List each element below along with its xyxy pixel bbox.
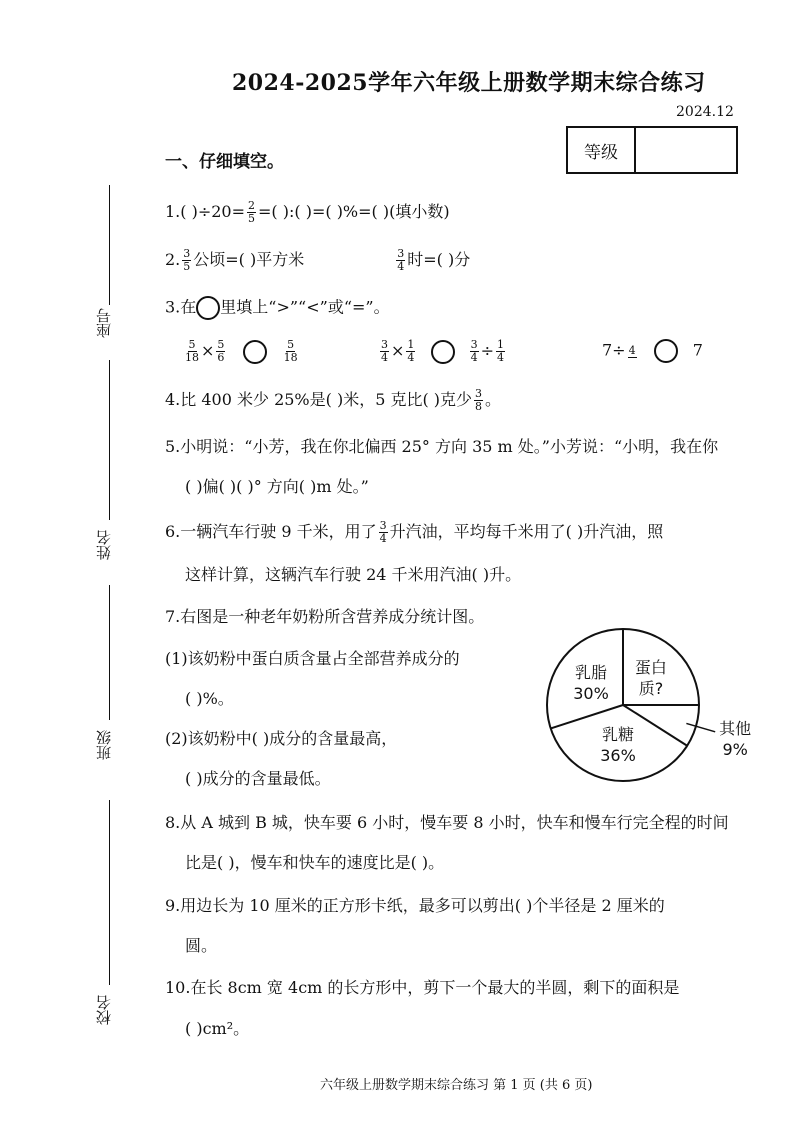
school-label: 校名 bbox=[95, 995, 113, 1025]
exam-date: 2024.12 bbox=[676, 104, 734, 120]
fraction: $\frac{3}{5}$ bbox=[183, 247, 191, 273]
question-5-line-1: 5.小明说：“小芳，我在你北偏西 25° 方向 35 m 处。”小芳说：“小明，我在你 bbox=[165, 437, 719, 456]
question-7-part-1-answer: ( )%。 bbox=[185, 689, 234, 708]
pie-leader-line bbox=[686, 723, 715, 731]
fraction: $\frac{3}{4}$ bbox=[379, 519, 387, 545]
question-7-part-2-answer: ( )成分的含量最低。 bbox=[185, 769, 331, 788]
question-9-line-1: 9.用边长为 10 厘米的正方形卡纸，最多可以剪出( )个半径是 2 厘米的 bbox=[165, 896, 665, 915]
question-8-line-1: 8.从 A 城到 B 城，快车要 6 小时，慢车要 8 小时，快车和慢车行完全程的时间 bbox=[165, 813, 729, 832]
grade-label: 等级 bbox=[568, 128, 636, 172]
question-8-line-2: 比是( )，慢车和快车的速度比是( )。 bbox=[185, 853, 445, 872]
pie-slice-value: 9% bbox=[722, 739, 748, 759]
pie-slice-value: 质? bbox=[638, 679, 664, 699]
pie-slice-label: 乳糖 bbox=[602, 725, 635, 745]
binding-line bbox=[109, 800, 110, 985]
compare-circle bbox=[196, 296, 220, 320]
question-5-line-2: ( )偏( )( )° 方向( )m 处。” bbox=[185, 477, 369, 496]
question-10-line-2: ( )cm²。 bbox=[185, 1019, 250, 1038]
pie-slice-value: 36% bbox=[600, 746, 636, 766]
binding-line bbox=[109, 585, 110, 720]
pie-slice-label: 乳脂 bbox=[575, 662, 608, 682]
question-7-part-1: (1)该奶粉中蛋白质含量占全部营养成分的 bbox=[165, 649, 460, 668]
question-3: 3.在 里填上“>”“<”或“=”。 bbox=[165, 296, 390, 320]
question-1: 1.( )÷20= $\frac{2}{5}$ =( ):( )=( )%=( )(填小数) bbox=[165, 199, 450, 225]
question-7-intro: 7.右图是一种老年奶粉所含营养成分统计图。 bbox=[165, 607, 485, 626]
question-3-expr-1: $\frac{5}{18}$ × $\frac{5}{6}$ $\frac{5}{18}$ bbox=[185, 338, 298, 364]
seat-label: 座号 bbox=[95, 308, 113, 338]
compare-circle[interactable] bbox=[431, 340, 455, 364]
compare-circle[interactable] bbox=[654, 339, 678, 363]
pie-slice-label: 蛋白 bbox=[634, 658, 667, 678]
pie-slice-label: 其他 bbox=[719, 718, 752, 738]
question-6-line-2: 这样计算，这辆汽车行驶 24 千米用汽油( )升。 bbox=[185, 565, 522, 584]
question-6-line-1: 6.一辆汽车行驶 9 千米，用了 $\frac{3}{4}$ 升汽油，平均每千米用了( )升汽油，照 bbox=[165, 519, 664, 545]
page-title: 2024-2025学年六年级上册数学期末综合练习 bbox=[232, 70, 706, 96]
section-title: 一、仔细填空。 bbox=[165, 152, 284, 172]
page-footer: 六年级上册数学期末综合练习 第 1 页 (共 6 页) bbox=[320, 1078, 593, 1093]
compare-circle[interactable] bbox=[243, 340, 267, 364]
question-9-line-2: 圆。 bbox=[185, 936, 218, 955]
class-label: 班级 bbox=[95, 730, 113, 760]
question-4: 4.比 400 米少 25%是( )米，5 克比( )克少 $\frac{3}{8}$ 。 bbox=[165, 387, 502, 413]
name-label: 姓名 bbox=[95, 530, 113, 560]
question-3-expr-2: $\frac{3}{4}$ × $\frac{1}{4}$ $\frac{3}{4}$ ÷ $\frac{1}{4}$ bbox=[381, 338, 504, 364]
question-2: 2. $\frac{3}{5}$ 公顷=( )平方米 $\frac{3}{4}$ 时=( )分 bbox=[165, 247, 471, 273]
fraction: $\frac{3}{4}$ bbox=[397, 247, 405, 273]
grade-box bbox=[566, 126, 738, 174]
question-3-expr-3: 7÷ 4 7 bbox=[602, 339, 703, 363]
fraction: $\frac{3}{8}$ bbox=[475, 387, 483, 413]
nutrition-pie-chart bbox=[530, 612, 780, 802]
question-7-part-2: (2)该奶粉中( )成分的含量最高， bbox=[165, 729, 398, 748]
binding-line bbox=[109, 185, 110, 305]
pie-slice-value: 30% bbox=[573, 683, 609, 703]
question-10-line-1: 10.在长 8cm 宽 4cm 的长方形中，剪下一个最大的半圆，剩下的面积是 bbox=[165, 978, 680, 997]
fraction: $\frac{2}{5}$ bbox=[248, 199, 256, 225]
binding-line bbox=[109, 360, 110, 520]
